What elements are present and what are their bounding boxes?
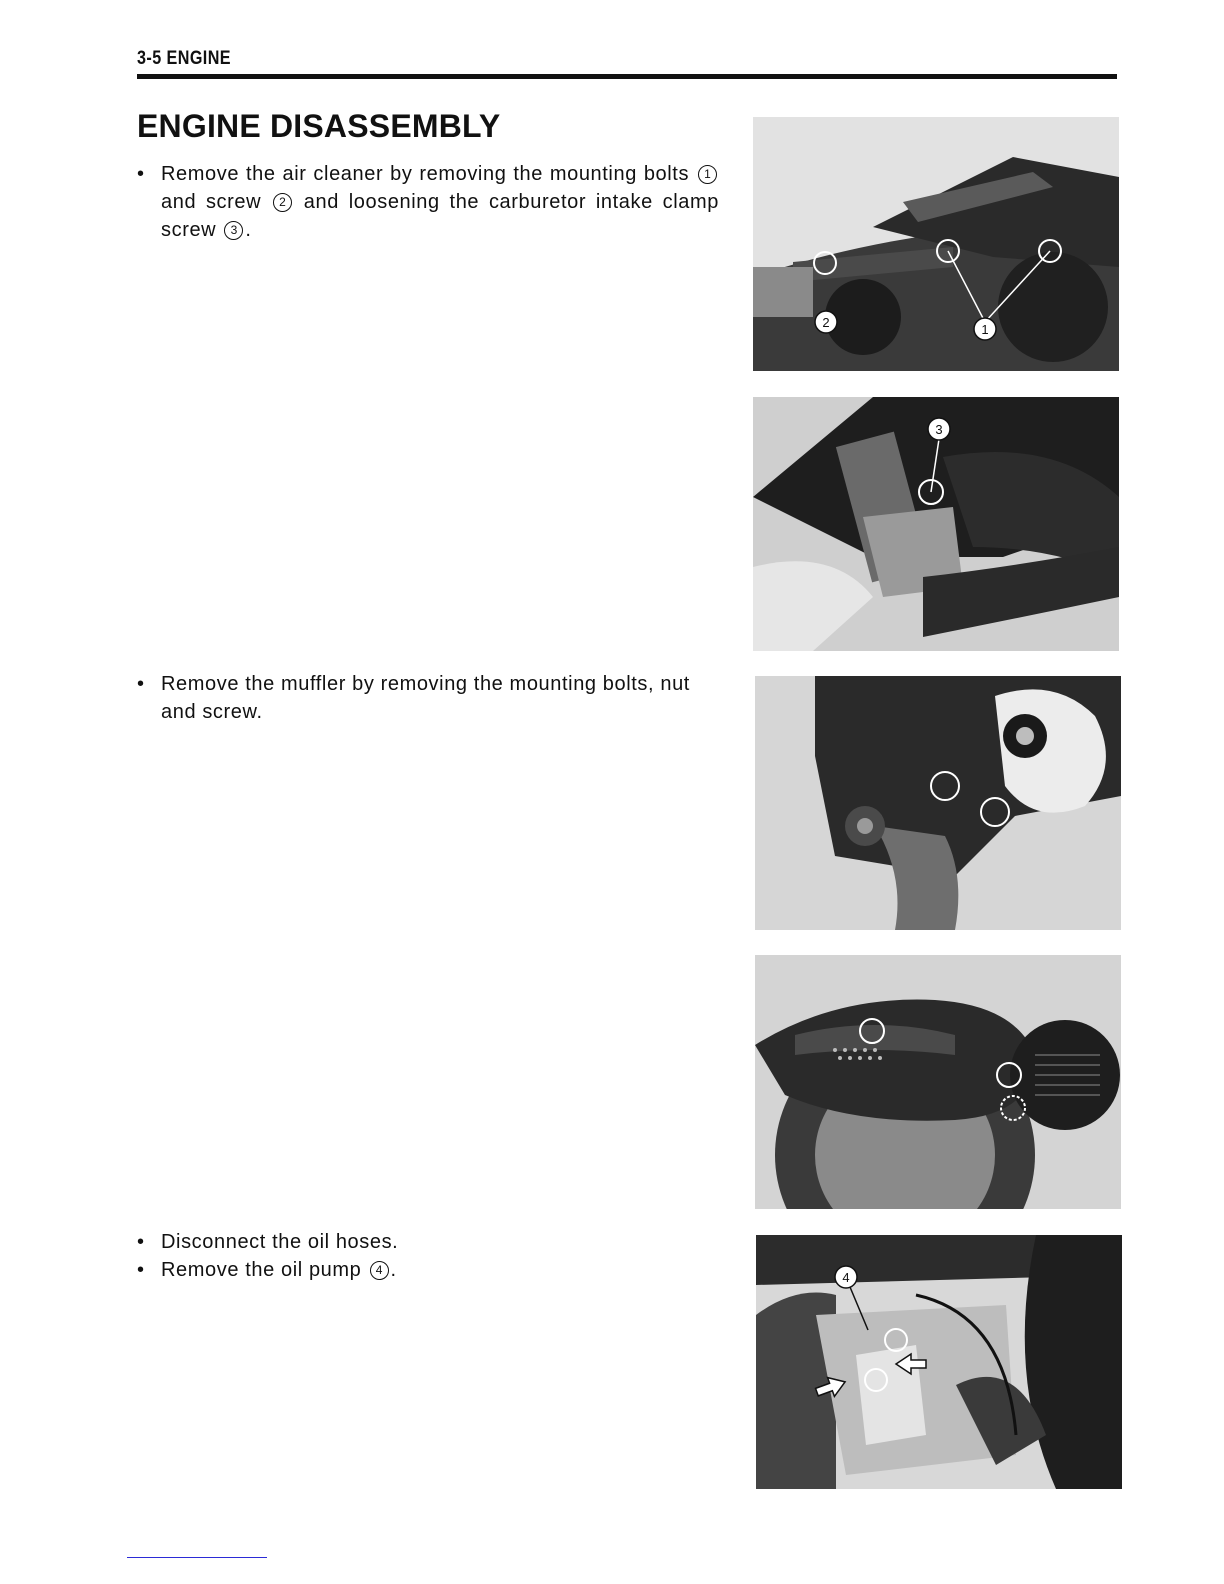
step-text: Remove the muffler by removing the mounting bolts, nut and screw.	[161, 673, 690, 723]
photo-callout-4: 4	[842, 1270, 850, 1285]
photo-air-cleaner	[753, 117, 1119, 371]
callout-ref-2: 2	[273, 193, 292, 212]
photo-callout-1: 1	[981, 322, 989, 337]
photo-carburetor-clamp	[753, 397, 1119, 651]
bullet-marker: •	[137, 673, 145, 695]
step-text: Disconnect the oil hoses.	[161, 1231, 399, 1253]
callout-ref-4: 4	[370, 1261, 389, 1280]
step-text: Remove the oil pump 4 .	[161, 1259, 397, 1281]
bullet-marker: •	[137, 1231, 145, 1253]
page-title: ENGINE DISASSEMBLY	[137, 108, 501, 144]
footer-link-underline[interactable]	[127, 1557, 267, 1558]
photo-oil-pump	[756, 1235, 1122, 1489]
photo-muffler-mount	[755, 676, 1121, 930]
bullet-marker: •	[137, 1259, 145, 1281]
header-rule	[137, 74, 1117, 79]
callout-ref-3: 3	[224, 221, 243, 240]
page-header-label: 3-5 ENGINE	[137, 48, 232, 69]
callout-ref-1: 1	[698, 165, 717, 184]
photo-callout-3: 3	[935, 422, 943, 437]
photo-muffler	[755, 955, 1121, 1209]
step-text: Remove the air cleaner by removing the mounting bolts 1 and screw 2 and loosening the carburetor intake clamp screw 3 .	[161, 163, 719, 241]
photo-callout-2: 2	[822, 315, 830, 330]
bullet-marker: •	[137, 163, 145, 185]
